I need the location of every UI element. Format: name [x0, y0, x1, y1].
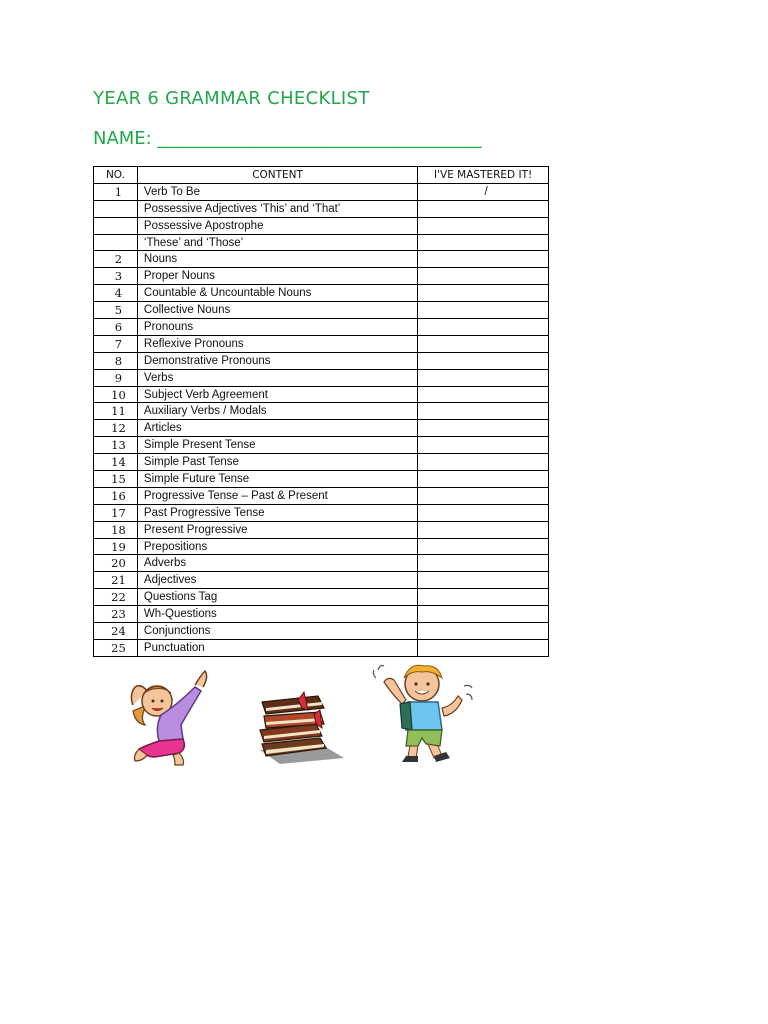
row-mastered [418, 403, 549, 420]
row-number: 1 [94, 183, 138, 200]
row-number: 6 [94, 319, 138, 336]
row-number: 5 [94, 302, 138, 319]
row-content: Simple Future Tense [137, 471, 417, 488]
row-number: 19 [94, 538, 138, 555]
row-mastered [418, 623, 549, 640]
table-row [94, 623, 549, 640]
row-number: 25 [94, 639, 138, 656]
book-stack-illustration [254, 688, 350, 768]
row-content: Reflexive Pronouns [137, 335, 417, 352]
row-content: Possessive Adjectives ‘This’ and ‘That’ [137, 200, 417, 217]
row-content: Pronouns [137, 319, 417, 336]
row-mastered [418, 471, 549, 488]
row-number: 18 [94, 521, 138, 538]
row-mastered [418, 335, 549, 352]
table-row [94, 251, 549, 268]
grammar-checklist-table [93, 166, 549, 657]
row-number: 10 [94, 386, 138, 403]
table-row [94, 234, 549, 251]
table-row [94, 521, 549, 538]
row-mastered [418, 200, 549, 217]
row-number [94, 217, 138, 234]
row-number: 11 [94, 403, 138, 420]
row-content: Simple Past Tense [137, 454, 417, 471]
row-number: 4 [94, 285, 138, 302]
illustrations [0, 660, 768, 770]
row-mastered [418, 268, 549, 285]
row-number: 12 [94, 420, 138, 437]
table-row [94, 437, 549, 454]
row-content: Auxiliary Verbs / Modals [137, 403, 417, 420]
row-content: Countable & Uncountable Nouns [137, 285, 417, 302]
row-content: Demonstrative Pronouns [137, 352, 417, 369]
table-row [94, 200, 549, 217]
row-number: 24 [94, 623, 138, 640]
row-mastered [418, 555, 549, 572]
table-row [94, 335, 549, 352]
row-mastered [418, 319, 549, 336]
row-mastered [418, 234, 549, 251]
row-content: Nouns [137, 251, 417, 268]
row-mastered [418, 572, 549, 589]
table-row [94, 352, 549, 369]
row-mastered [418, 487, 549, 504]
table-row [94, 454, 549, 471]
row-content: Verbs [137, 369, 417, 386]
table-row [94, 639, 549, 656]
table-row [94, 183, 549, 200]
table-row [94, 487, 549, 504]
table-row [94, 471, 549, 488]
table-row [94, 504, 549, 521]
row-number: 2 [94, 251, 138, 268]
table-row [94, 369, 549, 386]
row-number: 23 [94, 606, 138, 623]
row-content: Present Progressive [137, 521, 417, 538]
row-content: Questions Tag [137, 589, 417, 606]
row-mastered [418, 352, 549, 369]
row-content: Collective Nouns [137, 302, 417, 319]
table-row [94, 386, 549, 403]
table-row [94, 319, 549, 336]
table-row [94, 589, 549, 606]
row-number: 3 [94, 268, 138, 285]
row-number: 15 [94, 471, 138, 488]
header-content: CONTENT [137, 167, 417, 184]
row-number: 17 [94, 504, 138, 521]
row-number: 16 [94, 487, 138, 504]
row-content: Adjectives [137, 572, 417, 589]
row-content: Punctuation [137, 639, 417, 656]
row-mastered [418, 369, 549, 386]
row-mastered [418, 386, 549, 403]
table-row [94, 403, 549, 420]
row-mastered [418, 251, 549, 268]
table-header-row [94, 167, 549, 184]
row-content: Articles [137, 420, 417, 437]
row-mastered [418, 302, 549, 319]
row-number: 7 [94, 335, 138, 352]
row-mastered: / [418, 183, 549, 200]
row-content: Subject Verb Agreement [137, 386, 417, 403]
row-content: Conjunctions [137, 623, 417, 640]
row-mastered [418, 639, 549, 656]
row-content: Past Progressive Tense [137, 504, 417, 521]
table-row [94, 572, 549, 589]
row-content: ‘These’ and ‘Those’ [137, 234, 417, 251]
page-title: YEAR 6 GRAMMAR CHECKLIST [93, 88, 370, 109]
row-mastered [418, 454, 549, 471]
row-content: Simple Present Tense [137, 437, 417, 454]
row-number [94, 234, 138, 251]
row-content: Possessive Apostrophe [137, 217, 417, 234]
header-no: NO. [94, 167, 138, 184]
row-number: 20 [94, 555, 138, 572]
row-mastered [418, 217, 549, 234]
row-content: Prepositions [137, 538, 417, 555]
name-field-label: NAME: ____________________________________ [93, 128, 482, 149]
row-number: 21 [94, 572, 138, 589]
table-row [94, 285, 549, 302]
table-row [94, 268, 549, 285]
row-mastered [418, 420, 549, 437]
table-row [94, 606, 549, 623]
row-content: Progressive Tense – Past & Present [137, 487, 417, 504]
row-mastered [418, 437, 549, 454]
row-mastered [418, 504, 549, 521]
row-number: 22 [94, 589, 138, 606]
row-number [94, 200, 138, 217]
row-number: 8 [94, 352, 138, 369]
table-row [94, 420, 549, 437]
row-mastered [418, 606, 549, 623]
jumping-boy-illustration [372, 660, 476, 766]
table-row [94, 217, 549, 234]
table-row [94, 555, 549, 572]
jumping-girl-illustration [125, 665, 210, 767]
row-number: 14 [94, 454, 138, 471]
row-mastered [418, 521, 549, 538]
table-row [94, 302, 549, 319]
row-content: Adverbs [137, 555, 417, 572]
table-row [94, 538, 549, 555]
row-content: Wh-Questions [137, 606, 417, 623]
header-mastered: I'VE MASTERED IT! [418, 167, 549, 184]
row-number: 9 [94, 369, 138, 386]
row-mastered [418, 589, 549, 606]
row-mastered [418, 538, 549, 555]
row-content: Verb To Be [137, 183, 417, 200]
row-mastered [418, 285, 549, 302]
row-number: 13 [94, 437, 138, 454]
row-content: Proper Nouns [137, 268, 417, 285]
